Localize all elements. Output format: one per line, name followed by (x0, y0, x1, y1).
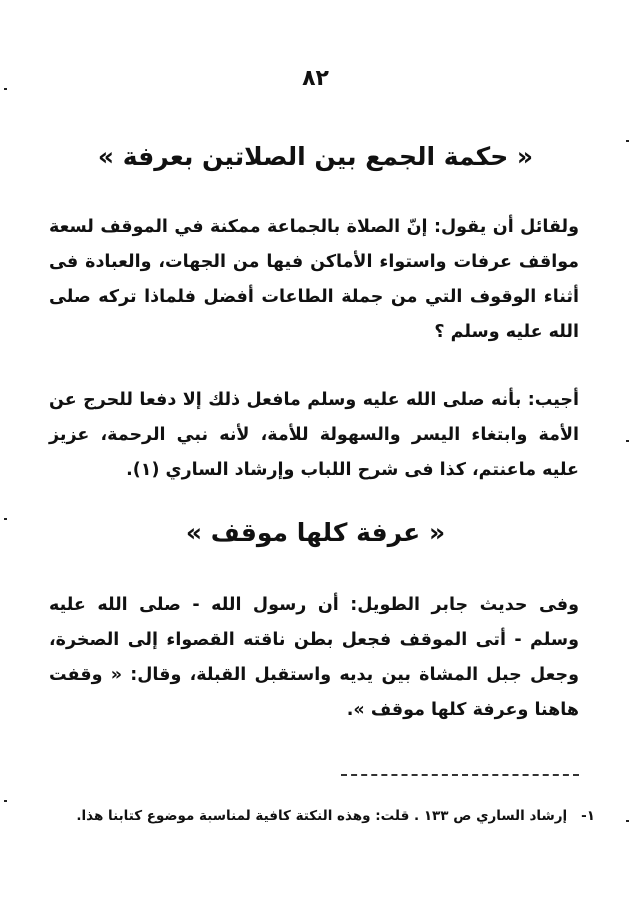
scan-speck (4, 88, 7, 90)
footnote (37, 802, 595, 830)
footnote-text: إرشاد الساري ص ١٣٣ . قلت: وهذه النكتة كافية لمناسبة موضوع كتابنا هذا. (76, 808, 568, 824)
scan-speck (626, 440, 629, 442)
scan-speck (4, 800, 7, 802)
paragraph-answer: أجيب: بأنه صلى الله عليه وسلم مافعل ذلك إلا دفعا للحرج عن الأمة وابتغاء اليسر والسهولة للأمة، لأنه نبي الرحمة، عزيز عليه ماعنتم، كذا فى شرح اللباب وإرشاد الساري (١). (49, 390, 579, 480)
footnote-number: ١- (581, 808, 595, 824)
scan-speck (4, 518, 7, 520)
paragraph-question: ولقائل أن يقول: إنّ الصلاة بالجماعة ممكنة في الموقف لسعة مواقف عرفات واستواء الأماكن فيها من الجهات، والعبادة فى أثناء الوقوف التي من جملة الطاعات أفضل فلماذا تركه صلى الله عليه وسلم ؟ (49, 217, 579, 342)
section-heading-wisdom: « حكمة الجمع بين الصلاتين بعرفة » (97, 142, 534, 171)
section-heading-arafah: « عرفة كلها موقف » (185, 518, 446, 547)
scan-speck (626, 820, 629, 822)
page-number: ٨٢ (302, 66, 329, 91)
scan-speck (626, 140, 629, 142)
paragraph-hadith: وفى حديث جابر الطويل: أن رسول الله - صلى الله عليه وسلم - أتى الموقف فجعل بطن ناقته القصواء إلى الصخرة، وجعل جبل المشاة بين يديه واستقبل القبلة، وقال: « وقفت هاهنا وعرفة كلها موقف ». (49, 595, 579, 720)
footnote-separator (341, 774, 579, 776)
